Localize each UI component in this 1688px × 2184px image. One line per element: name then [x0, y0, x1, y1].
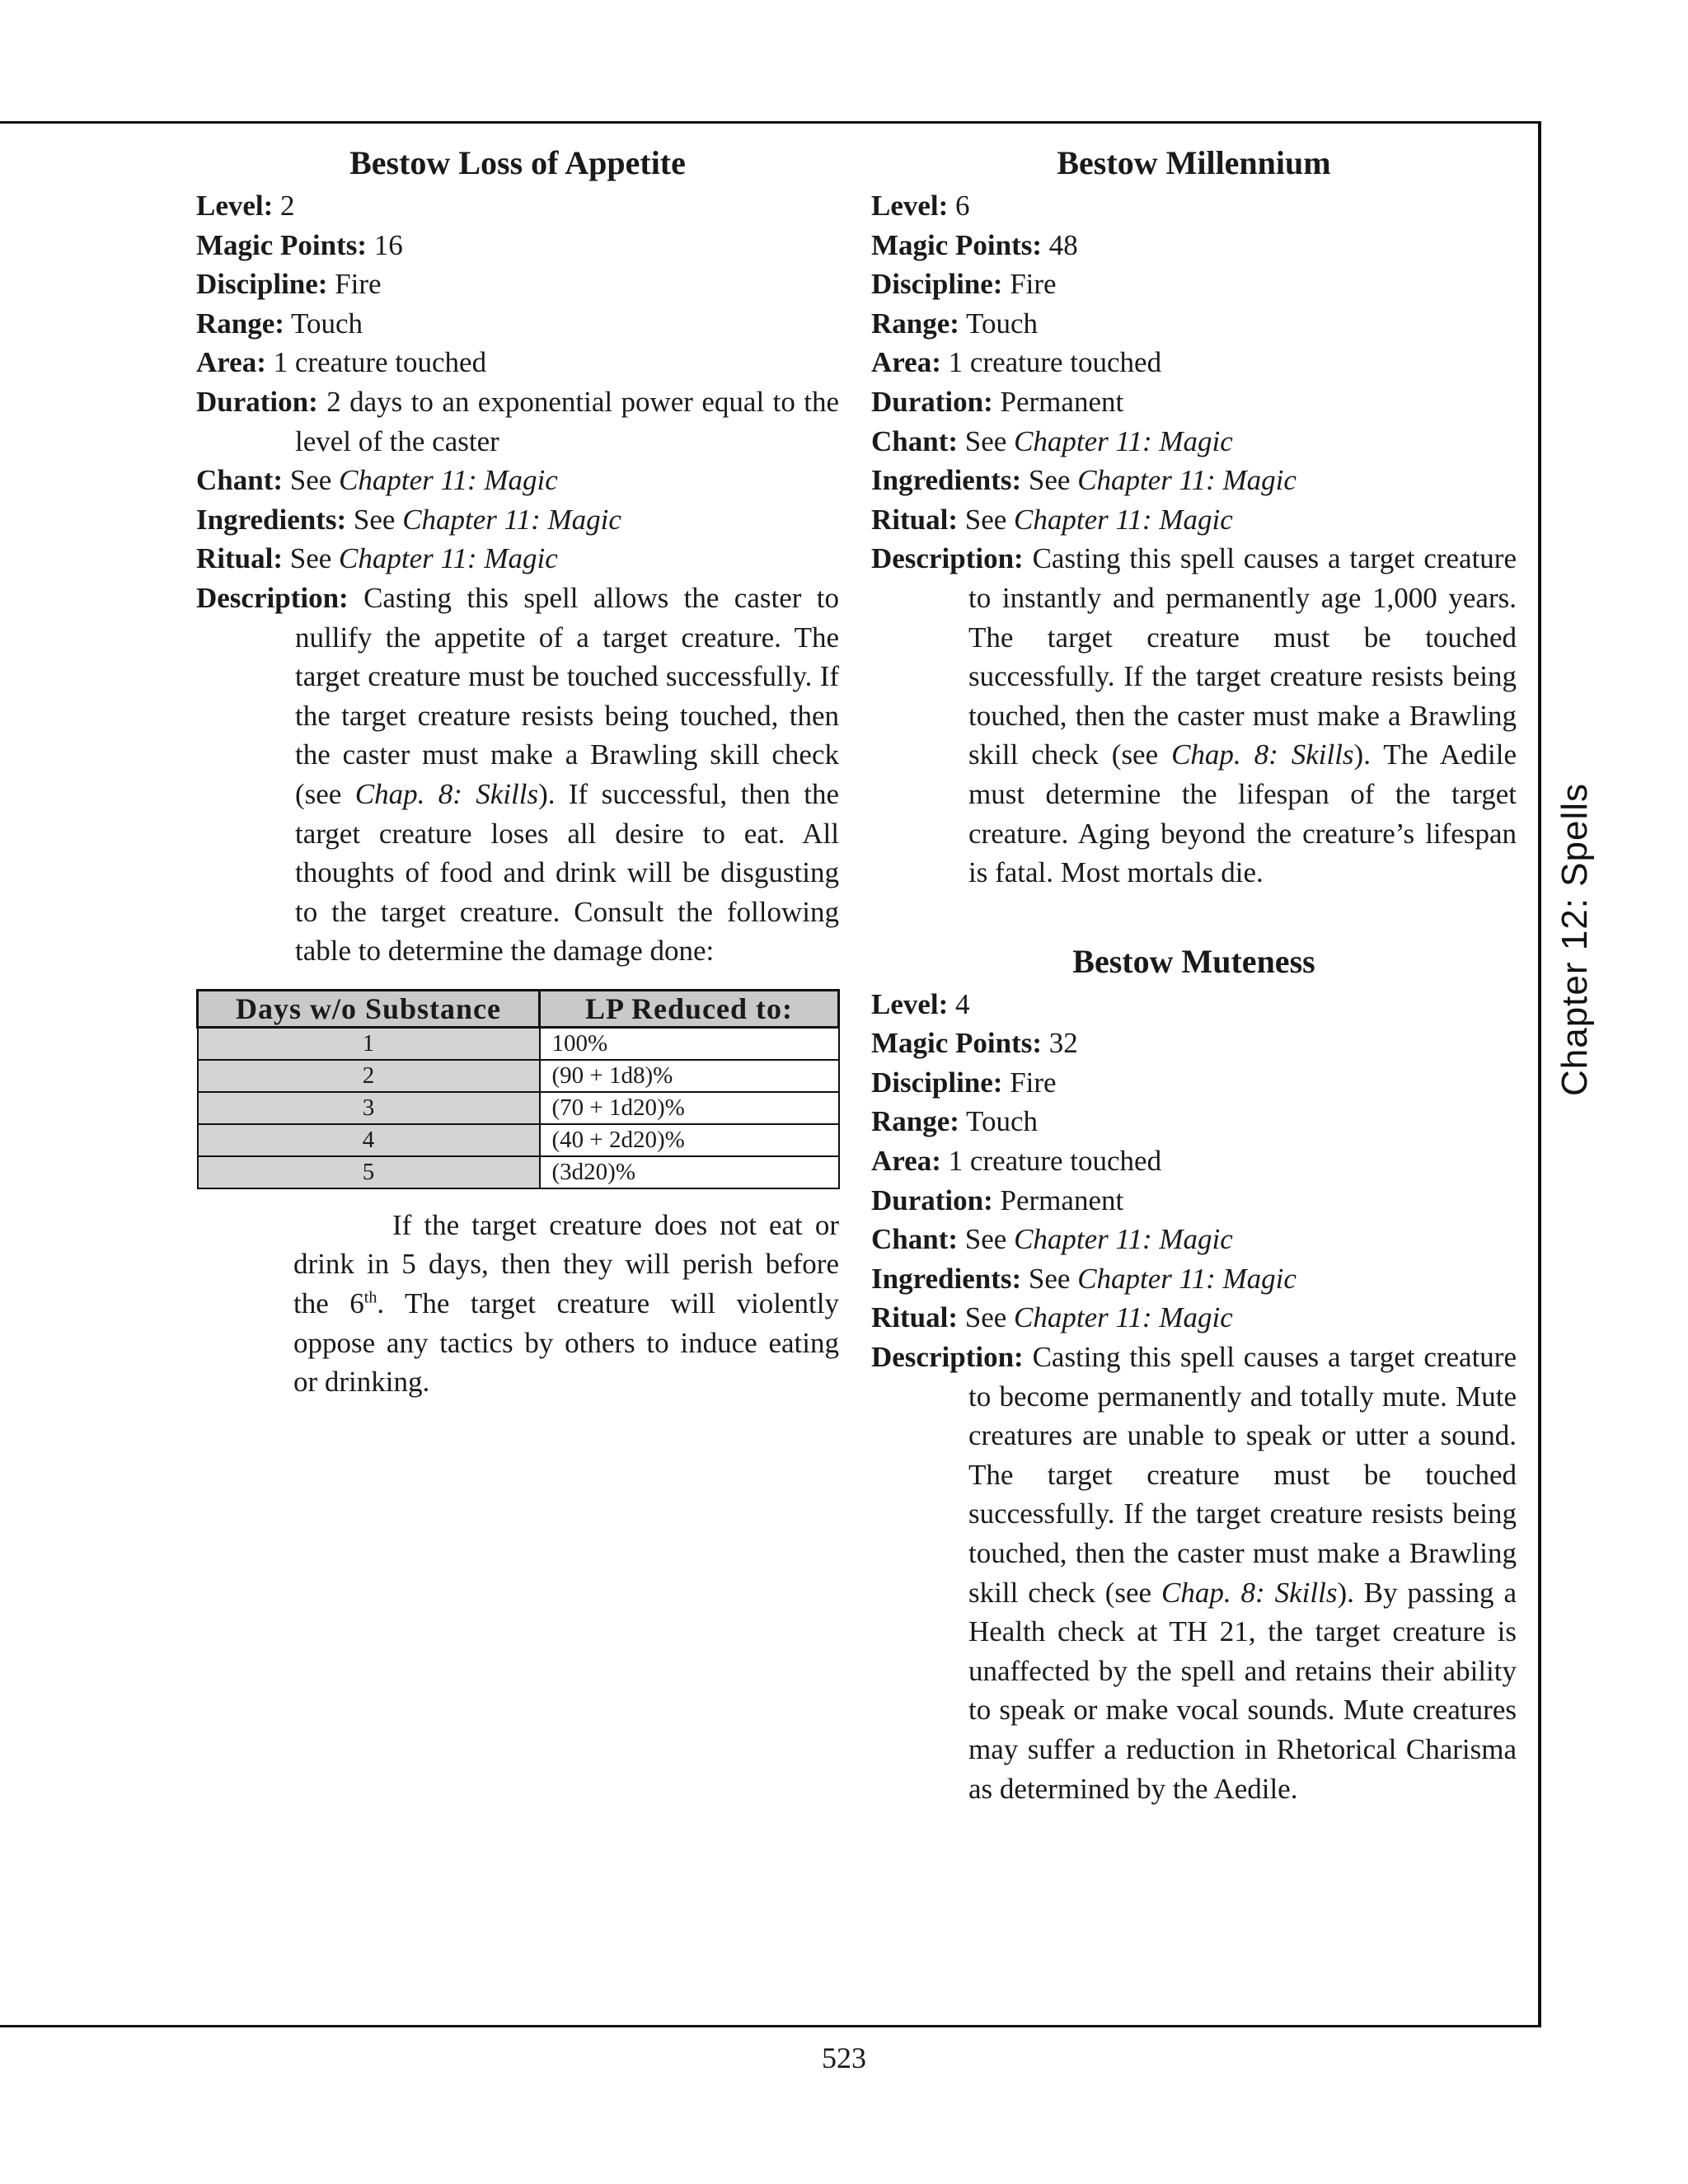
page-frame-right — [1538, 121, 1541, 2027]
section-spacer — [871, 893, 1517, 942]
spell-range: Range: Touch — [871, 307, 1039, 340]
table-cell-days: 5 — [198, 1156, 540, 1188]
table-header-row — [198, 990, 839, 1027]
damage-table — [196, 989, 840, 1189]
table-row — [198, 1092, 839, 1124]
spell-ingredients: Ingredients: See Chapter 11: Magic — [871, 464, 1296, 497]
table-cell-lp: (90 + 1d8)% — [540, 1060, 839, 1092]
table-row — [198, 1156, 839, 1188]
spell-area: Area: 1 creature touched — [871, 346, 1162, 379]
table-cell-lp: (70 + 1d20)% — [540, 1092, 839, 1124]
spell-discipline: Discipline: Fire — [871, 268, 1057, 301]
table-row — [198, 1124, 839, 1156]
spell-range: Range: Touch — [196, 307, 363, 340]
spell-ritual: Ritual: See Chapter 11: Magic — [196, 542, 558, 575]
spell-title: Bestow Muteness — [1072, 942, 1315, 980]
spell-title: Bestow Millennium — [1057, 144, 1331, 181]
page-frame-top — [0, 121, 1541, 124]
spell-chant: Chant: See Chapter 11: Magic — [871, 424, 1233, 457]
table-header-lp: LP Reduced to: — [540, 990, 839, 1027]
spell-level: Level: 4 — [871, 987, 970, 1020]
table-followup-paragraph: If the target creature does not eat or drink in 5 days, then they will perish before the 6th. The target creature will violently oppose any tactics by others to induce eating or drinking. — [293, 1208, 840, 1399]
right-column — [871, 143, 1517, 1808]
spell-bestow-millennium — [871, 143, 1517, 893]
spell-title: Bestow Loss of Appetite — [349, 144, 686, 181]
spell-ingredients: Ingredients: See Chapter 11: Magic — [871, 1262, 1296, 1295]
spell-ingredients: Ingredients: See Chapter 11: Magic — [196, 503, 621, 536]
spell-magic-points: Magic Points: 32 — [871, 1027, 1078, 1060]
page-number: 523 — [822, 2041, 866, 2074]
table-cell-days: 1 — [198, 1027, 540, 1060]
spell-range: Range: Touch — [871, 1105, 1039, 1138]
spell-bestow-loss-of-appetite — [196, 143, 839, 1402]
spell-duration: Duration: Permanent — [871, 1183, 1124, 1216]
spell-level: Level: 6 — [871, 190, 970, 222]
spell-discipline: Discipline: Fire — [196, 268, 382, 301]
spell-description: Description: Casting this spell causes a target creature to become permanently and totally mute. Mute creatures are unable to speak or utter a sound. The target creature must be touched successfully. If the target creature resists being touched, then the caster must make a Brawling skill check (see Chap. 8: Skills). By passing a Health check at TH 21, the target creature is unaffected by the spell and retains their ability to speak or make vocal sounds. Mute creatures may suffer a reduction in Rhetorical Charisma as determined by the Aedile. — [871, 1341, 1517, 1805]
spell-duration: Duration: Permanent — [871, 385, 1124, 418]
table-cell-days: 2 — [198, 1060, 540, 1092]
spell-area: Area: 1 creature touched — [871, 1145, 1162, 1178]
table-cell-lp: (3d20)% — [540, 1156, 839, 1188]
spell-magic-points: Magic Points: 16 — [196, 228, 403, 261]
table-cell-lp: 100% — [540, 1027, 839, 1060]
spell-bestow-muteness — [871, 942, 1517, 1808]
spell-discipline: Discipline: Fire — [871, 1066, 1057, 1099]
spell-magic-points: Magic Points: 48 — [871, 228, 1078, 261]
table-cell-days: 4 — [198, 1124, 540, 1156]
spell-chant: Chant: See Chapter 11: Magic — [871, 1223, 1233, 1256]
table-cell-lp: (40 + 2d20)% — [540, 1124, 839, 1156]
spell-description: Description: Casting this spell causes a target creature to instantly and permanently age 1,000 years. The target creature must be touched successfully. If the target creature resists being touched, then the caster must make a Brawling skill check (see Chap. 8: Skills). The Aedile must determine the lifespan of the target creature. Aging beyond the creature’s lifespan is fatal. Most mortals die. — [871, 542, 1517, 889]
table-cell-days: 3 — [198, 1092, 540, 1124]
spell-area: Area: 1 creature touched — [196, 346, 487, 379]
spell-ritual: Ritual: See Chapter 11: Magic — [871, 1301, 1233, 1334]
spell-duration: Duration: 2 days to an exponential power equal to the level of the caster — [196, 385, 839, 457]
table-row — [198, 1060, 839, 1092]
table-row — [198, 1027, 839, 1060]
spell-description: Description: Casting this spell allows the caster to nullify the appetite of a target creature. The target creature must be touched successfully. If the target creature resists being touched, then the caster must make a Brawling skill check (see Chap. 8: Skills). If successful, then the target creature loses all desire to eat. All thoughts of food and drink will be disgusting to the target creature. Consult the following table to determine the damage done: — [196, 581, 839, 968]
table-header-days: Days w/o Substance — [198, 990, 540, 1027]
spell-chant: Chant: See Chapter 11: Magic — [196, 464, 558, 497]
spell-level: Level: 2 — [196, 190, 295, 222]
spell-ritual: Ritual: See Chapter 11: Magic — [871, 503, 1233, 536]
page-frame-bottom — [0, 2025, 1541, 2027]
chapter-side-tab-label: Chapter 12: Spells — [1554, 783, 1595, 1096]
